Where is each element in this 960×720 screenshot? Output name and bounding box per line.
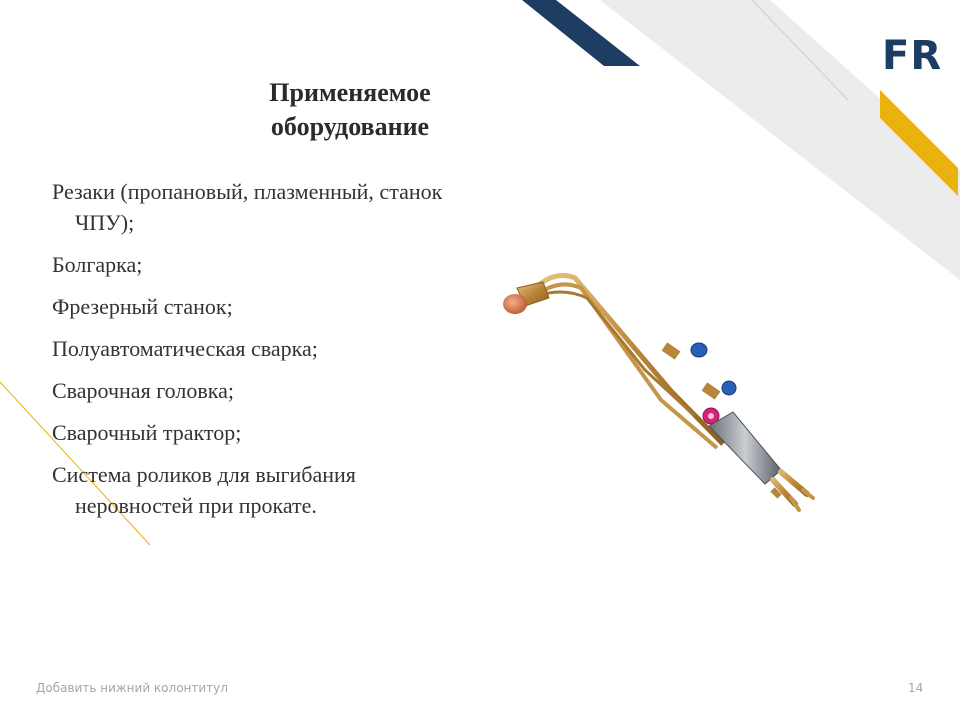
list-item: Болгарка; [52,252,143,277]
blue-valve-knob [722,381,736,395]
fr-logo: FR [882,33,943,79]
list-item: Резаки (пропановый, плазменный, станок ЧПУ); [52,179,443,235]
blue-valve-knob [691,343,707,357]
list-item: Фрезерный станок; [52,294,233,319]
gas-cutting-torch-icon [495,258,825,520]
list-item: Сварочная головка; [52,378,234,403]
list-item: Система роликов для выгибания неровностей при прокате. [52,462,356,518]
slide-title-line-2: оборудование [270,112,430,141]
page-number: 14 [908,681,924,695]
equipment-list [52,176,472,532]
list-item: Полуавтоматическая сварка; [52,336,318,361]
footer-text: Добавить нижний колонтитул [36,681,228,695]
torch-handle [709,412,781,484]
slide-title-line-1: Применяемое [269,78,431,107]
list-item: Сварочный трактор; [52,420,242,445]
slide-title [220,76,480,144]
torch-nozzle [503,294,527,314]
